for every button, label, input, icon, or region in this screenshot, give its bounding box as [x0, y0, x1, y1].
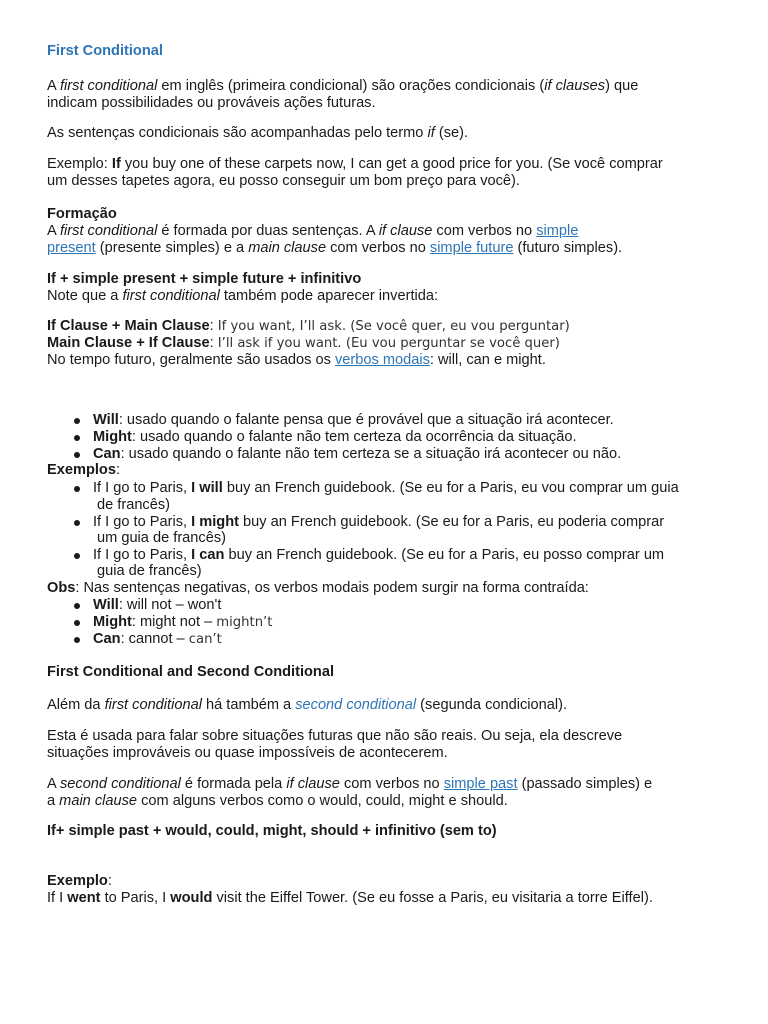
sentence-line: As sentenças condicionais são acompanhadas pelo termo if (se).	[47, 125, 469, 141]
link-simple-present[interactable]: simple	[536, 223, 579, 239]
example1-line-2: um desses tapetes agora, eu posso conseguir um bom preço para você).	[47, 173, 520, 189]
heading-first-second-conditional: First Conditional and Second Conditional	[47, 664, 335, 680]
inverted-line-3: No tempo futuro, geralmente são usados os verbos modais: will, can e might.	[47, 352, 546, 368]
bullet-icon	[74, 520, 80, 526]
second-desc-line-1: Esta é usada para falar sobre situações futuras que não são reais. Ou seja, ela descreve	[47, 728, 623, 744]
link-simple-future[interactable]: simple future	[429, 240, 514, 256]
bullet-icon	[74, 486, 80, 492]
second-intro-line: Além da first conditional há também a second conditional (segunda condicional).	[47, 697, 568, 713]
example-item-3-cont: guia de francês)	[97, 563, 202, 579]
bullet-icon	[74, 620, 80, 626]
inverted-line-1: If Clause + Main Clause: If you want, I’ll ask. (Se você quer, eu vou perguntar)	[47, 318, 570, 334]
formula-1: If + simple present + simple future + infinitivo	[47, 271, 362, 287]
heading-first-conditional: First Conditional	[47, 43, 163, 59]
contraction-item-will: Will: will not – won't	[93, 597, 222, 613]
contraction-item-might: Might: might not – mightn’t	[93, 614, 273, 630]
modal-item-will: Will: usado quando o falante pensa que é provável que a situação irá acontecer.	[93, 412, 614, 428]
examples-label: Exemplos:	[47, 462, 121, 478]
formula-2: If+ simple past + would, could, might, should + infinitivo (sem to)	[47, 823, 497, 839]
second-formation-line-1: A second conditional é formada pela if clause com verbos no simple past (passado simples) e	[47, 776, 653, 792]
second-formation-line-2: a main clause com alguns verbos como o would, could, might e should.	[47, 793, 508, 809]
formation-line-1: A first conditional é formada por duas sentenças. A if clause com verbos no simple	[47, 223, 579, 239]
example2-label: Exemplo:	[47, 873, 112, 889]
example-item-2: If I go to Paris, I might buy an French guidebook. (Se eu for a Paris, eu poderia comprar	[93, 514, 665, 530]
intro-line-1: A first conditional em inglês (primeira condicional) são orações condicionais (if clauses) que	[47, 78, 639, 94]
example-item-2-cont: um guia de francês)	[97, 530, 226, 546]
obs-line: Obs: Nas sentenças negativas, os verbos modais podem surgir na forma contraída:	[47, 580, 589, 596]
link-verbos-modais[interactable]: verbos modais	[334, 352, 430, 368]
second-conditional-term: second conditional	[295, 697, 417, 713]
bullet-icon	[74, 452, 80, 458]
example-item-3: If I go to Paris, I can buy an French guidebook. (Se eu for a Paris, eu posso comprar um	[93, 547, 665, 563]
bullet-icon	[74, 603, 80, 609]
modal-item-might: Might: usado quando o falante não tem certeza da ocorrência da situação.	[93, 429, 577, 445]
formation-title: Formação	[47, 206, 117, 222]
intro-line-2: indicam possibilidades ou prováveis ações futuras.	[47, 95, 376, 111]
bullet-icon	[74, 637, 80, 643]
example-item-1-cont: de francês)	[97, 497, 171, 513]
link-simple-past[interactable]: simple past	[443, 776, 518, 792]
bullet-icon	[74, 435, 80, 441]
contraction-item-can: Can: cannot – can’t	[93, 631, 222, 647]
formation-line-2: present (presente simples) e a main clause com verbos no simple future (futuro simples).	[47, 240, 623, 256]
modal-item-can: Can: usado quando o falante não tem certeza se a situação irá acontecer ou não.	[93, 446, 622, 462]
bullet-icon	[74, 418, 80, 424]
inverted-line-2: Main Clause + If Clause: I’ll ask if you want. (Eu vou perguntar se você quer)	[47, 335, 560, 351]
example1-line-1: Exemplo: If you buy one of these carpets now, I can get a good price for you. (Se você comprar	[47, 156, 663, 172]
note-line: Note que a first conditional também pode aparecer invertida:	[47, 288, 439, 304]
second-desc-line-2: situações improváveis ou quase impossíveis de acontecerem.	[47, 745, 448, 761]
example-item-1: If I go to Paris, I will buy an French guidebook. (Se eu for a Paris, eu vou comprar um guia	[93, 480, 679, 496]
link-simple-present-cont[interactable]: present	[47, 240, 96, 256]
example2-line: If I went to Paris, I would visit the Eiffel Tower. (Se eu fosse a Paris, eu visitaria a torre Eiffel).	[47, 890, 653, 906]
bullet-icon	[74, 553, 80, 559]
